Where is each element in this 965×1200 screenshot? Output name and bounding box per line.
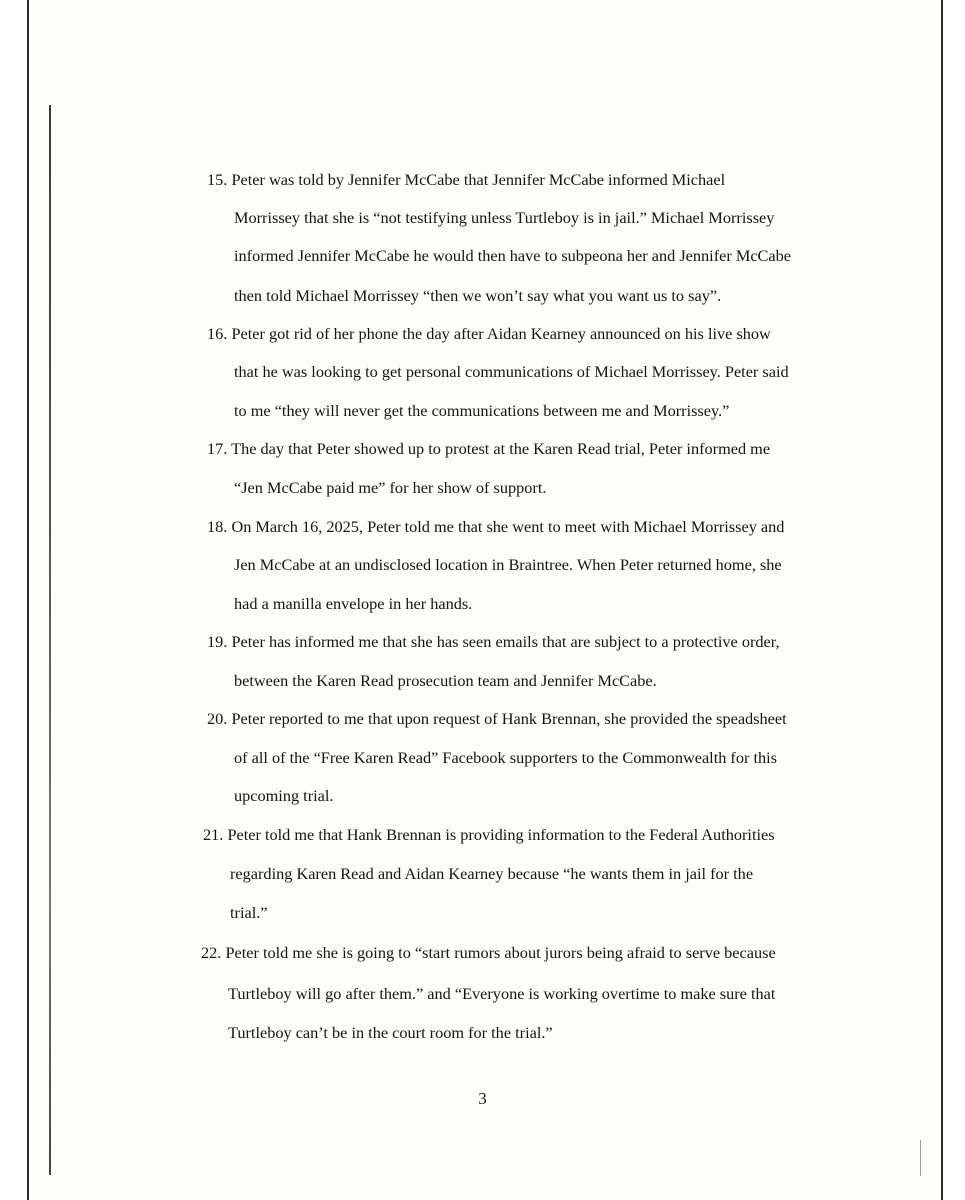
paragraph-line: Turtleboy can’t be in the court room for the trial.” [228, 1023, 553, 1042]
paragraph-line: Peter got rid of her phone the day after Aidan Kearney announced on his live show [231, 324, 771, 343]
paragraph-21 [203, 825, 775, 845]
paragraph-number: 16. [207, 324, 228, 343]
right-margin-mark [920, 1140, 921, 1176]
paragraph-20 [207, 709, 787, 729]
paragraph-line: Peter reported to me that upon request of Hank Brennan, she provided the speadsheet [231, 709, 787, 728]
paragraph-number: 22. [201, 943, 222, 962]
paragraph-line: Morrissey that she is “not testifying unless Turtleboy is in jail.” Michael Morrissey [234, 208, 775, 227]
paragraph-number: 15. [207, 170, 228, 189]
paragraph-line: informed Jennifer McCabe he would then have to subpeona her and Jennifer McCabe [234, 246, 791, 265]
paragraph-line: “Jen McCabe paid me” for her show of support. [234, 478, 547, 497]
paragraph-line: Turtleboy will go after them.” and “Everyone is working overtime to make sure that [228, 984, 776, 1003]
paragraph-number: 18. [207, 517, 228, 536]
paragraph-number: 19. [207, 632, 228, 651]
paragraph-line: upcoming trial. [234, 786, 334, 805]
paragraph-line: then told Michael Morrissey “then we won’t say what you want us to say”. [234, 286, 722, 305]
paragraph-line: The day that Peter showed up to protest at the Karen Read trial, Peter informed me [231, 439, 771, 458]
paragraph-line: Peter has informed me that she has seen emails that are subject to a protective order, [231, 632, 780, 651]
paragraph-number: 21. [203, 825, 224, 844]
paragraph-line: to me “they will never get the communications between me and Morrissey.” [234, 401, 730, 420]
paragraph-line: Jen McCabe at an undisclosed location in Braintree. When Peter returned home, she [234, 555, 782, 574]
paragraph-line: Peter told me that Hank Brennan is providing information to the Federal Authorities [227, 825, 775, 844]
page-number: 3 [478, 1089, 487, 1108]
paragraph-line: between the Karen Read prosecution team and Jennifer McCabe. [234, 671, 657, 690]
paragraph-18 [207, 517, 784, 537]
right-scan-border [941, 0, 965, 1200]
paragraph-line: Peter told me she is going to “start rumors about jurors being afraid to serve because [225, 943, 776, 962]
paragraph-17 [207, 439, 770, 459]
paragraph-line: Peter was told by Jennifer McCabe that Jennifer McCabe informed Michael [231, 170, 726, 189]
left-margin-line [49, 105, 51, 1175]
paragraph-line: that he was looking to get personal communications of Michael Morrissey. Peter said [234, 362, 789, 381]
paragraph-line: had a manilla envelope in her hands. [234, 594, 473, 613]
paragraph-line: of all of the “Free Karen Read” Facebook supporters to the Commonwealth for this [234, 748, 778, 767]
paragraph-number: 20. [207, 709, 228, 728]
paragraph-15 [207, 170, 725, 190]
paragraph-19 [207, 632, 780, 652]
paragraph-line: trial.” [230, 903, 268, 922]
paragraph-line: On March 16, 2025, Peter told me that she went to meet with Michael Morrissey and [231, 517, 785, 536]
paragraph-22 [201, 943, 776, 963]
left-scan-border [0, 0, 29, 1200]
paragraph-number: 17. [207, 439, 228, 458]
paragraph-16 [207, 324, 771, 344]
paragraph-line: regarding Karen Read and Aidan Kearney because “he wants them in jail for the [230, 864, 754, 883]
